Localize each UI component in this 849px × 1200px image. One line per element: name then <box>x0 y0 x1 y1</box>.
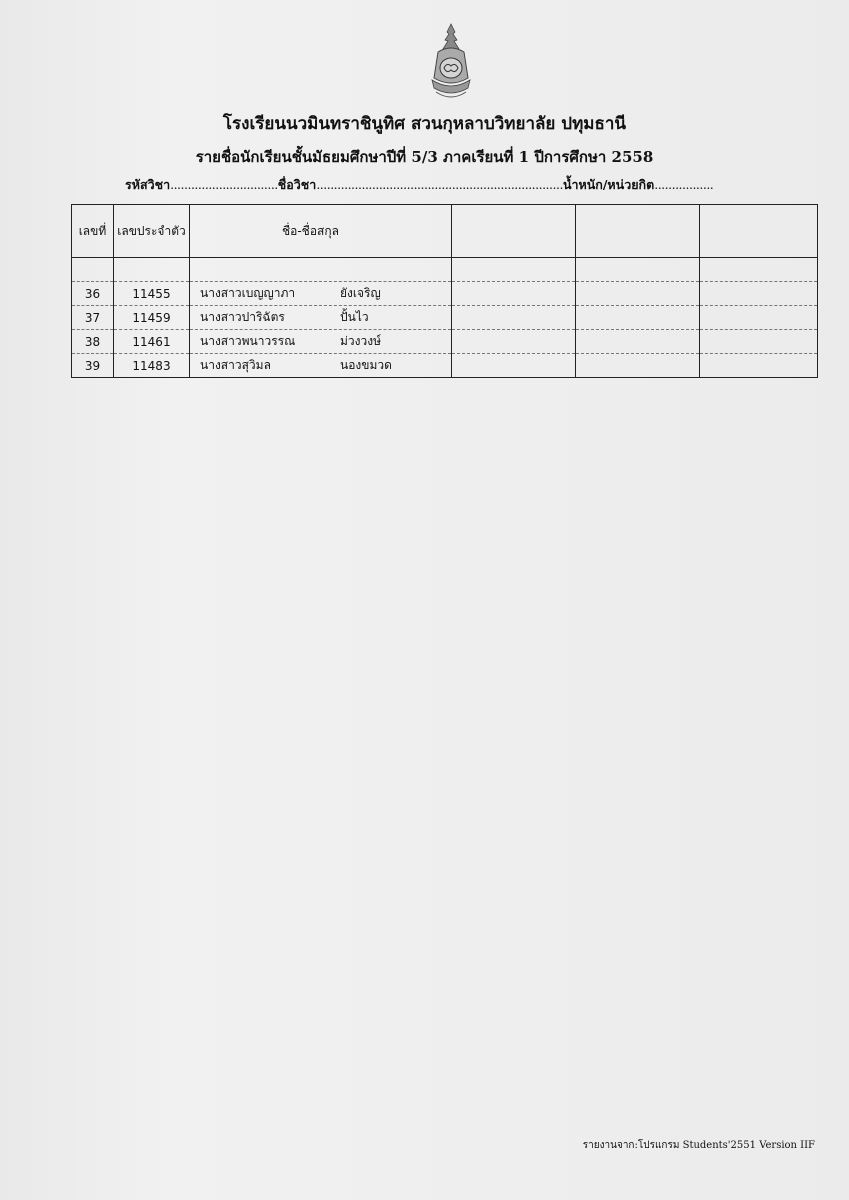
blank-cell <box>700 306 818 330</box>
table-row <box>72 354 818 378</box>
blank-cell <box>452 306 576 330</box>
blank-cell <box>700 282 818 306</box>
subject-name-label: ชื่อวิชา <box>277 177 317 192</box>
credit-label: น้ำหนัก/หน่วยกิต <box>562 177 655 192</box>
blank-cell <box>452 330 576 354</box>
school-name: โรงเรียนนวมินทราชินูทิศ สวนกุหลาบวิทยาลัย ปทุมธานี <box>222 114 627 134</box>
student-name <box>190 282 452 306</box>
student-name <box>190 306 452 330</box>
first-name: นางสาวเบญญาภา <box>200 286 296 300</box>
student-id: 11459 <box>114 306 190 330</box>
report-footer: รายงานจาก:โปรแกรม Students'2551 Version IIF <box>582 1140 815 1151</box>
first-name: นางสาวพนาวรรณ <box>200 334 296 348</box>
last-name: นองขมวด <box>340 358 392 372</box>
blank-cell <box>576 306 700 330</box>
blank-cell <box>452 282 576 306</box>
col-header-blank-3 <box>700 205 818 258</box>
subject-info-line <box>125 175 765 195</box>
col-header-blank-2 <box>576 205 700 258</box>
student-id: 11455 <box>114 282 190 306</box>
table-spacer-row <box>72 258 818 282</box>
subject-code-dots: ............................... <box>170 177 278 192</box>
school-seal-icon <box>428 22 474 102</box>
table-row <box>72 306 818 330</box>
blank-cell <box>700 354 818 378</box>
class-info: รายชื่อนักเรียนชั้นมัธยมศึกษาปีที่ 5/3 ภาคเรียนที่ 1 ปีการศึกษา 2558 <box>195 148 654 166</box>
blank-cell <box>576 354 700 378</box>
first-name: นางสาวปาริฉัตร <box>200 310 285 324</box>
student-name <box>190 354 452 378</box>
student-id: 11483 <box>114 354 190 378</box>
row-number: 37 <box>72 306 114 330</box>
subject-name-dots: ....................................................................... <box>316 177 563 192</box>
blank-cell <box>576 330 700 354</box>
blank-cell <box>700 330 818 354</box>
last-name: ปั้นไว <box>340 310 369 324</box>
table-row <box>72 282 818 306</box>
student-roster-table <box>71 204 818 378</box>
subject-code-label: รหัสวิชา <box>125 177 171 192</box>
last-name: ยังเจริญ <box>340 286 381 300</box>
col-header-number: เลขที่ <box>72 205 114 258</box>
blank-cell <box>576 282 700 306</box>
col-header-blank-1 <box>452 205 576 258</box>
row-number: 39 <box>72 354 114 378</box>
col-header-full-name: ชื่อ-ชื่อสกุล <box>190 205 452 258</box>
table-header-row <box>72 205 818 258</box>
row-number: 36 <box>72 282 114 306</box>
last-name: ม่วงวงษ์ <box>340 334 382 348</box>
credit-dots: ................. <box>654 177 714 192</box>
table-row <box>72 330 818 354</box>
blank-cell <box>452 354 576 378</box>
student-id: 11461 <box>114 330 190 354</box>
first-name: นางสาวสุวิมล <box>200 358 271 372</box>
student-name <box>190 330 452 354</box>
col-header-student-id: เลขประจำตัว <box>114 205 190 258</box>
row-number: 38 <box>72 330 114 354</box>
